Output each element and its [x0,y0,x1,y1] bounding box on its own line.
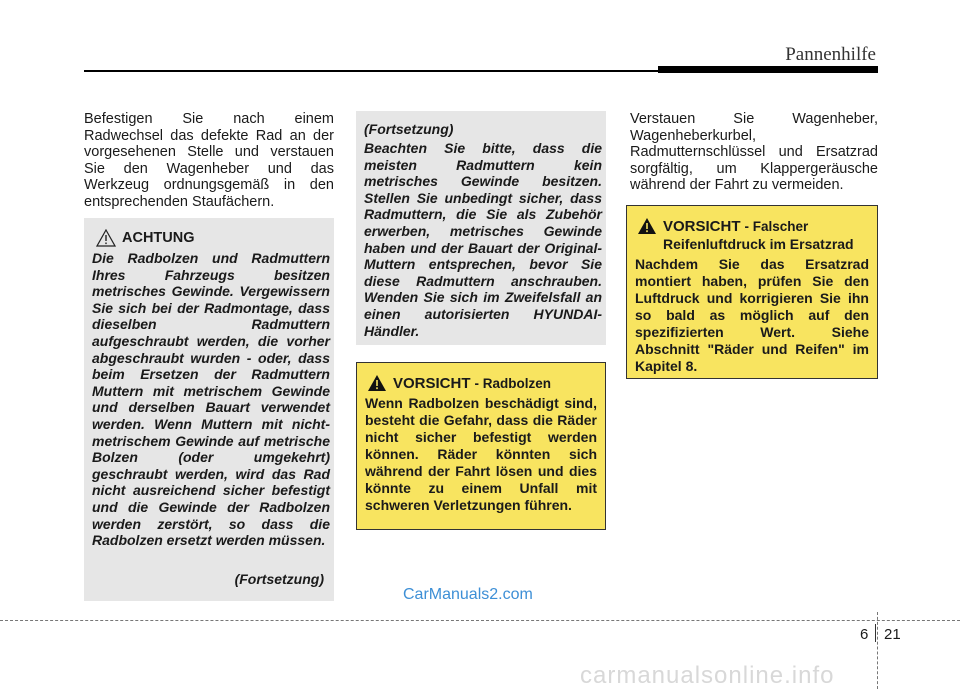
vorsicht-reifenluftdruck-subtopic: Reifenluftdruck im Ersatzrad [663,236,854,252]
header-rule-thin [84,70,658,72]
vorsicht-reifenluftdruck-topic: - Falscher [744,218,809,234]
footer-dashed-rule [0,620,960,621]
fortsetzung-body: Beachten Sie bitte, dass die meisten Radmuttern kein metrisches Gewinde besitzen. Stellen Sie unbedingt sicher, dass Radmuttern, die Sie als Zubehör erwerben, metrisches Gewinde haben und der Bauart der Original-Muttern entsprechen, bevor Sie diese Radmuttern anschrauben. Wenden Sie sich im Zweifelsfall an einen autorisierten HYUNDAI-Händler. [364,140,602,339]
fortsetzung-box [356,111,606,345]
warning-triangle-outline-icon [96,229,116,247]
vorsicht-radbolzen-body: Wenn Radbolzen beschädigt sind, besteht die Gefahr, dass die Räder nicht sicher befestigt werden können. Räder könnten sich während der Fahrt lösen und dies könnte zu einem Unfall mit schweren Verletzungen führen. [365,395,597,513]
footer-page-separator [877,612,878,689]
page-number: 21 [884,626,901,643]
achtung-heading-row [96,229,195,247]
vorsicht-reifenluftdruck-heading-row [637,217,808,235]
column3-paragraph: Verstauen Sie Wagenheber, Wagenheberkurbel, Radmutternschlüssel und Ersatzrad sorgfältig, um Klappergeräusche während der Fahrt zu vermeiden. [630,111,878,194]
footer-site-watermark: carmanualsonline.info [580,662,835,689]
watermark-link[interactable]: CarManuals2.com [403,586,533,603]
vorsicht-radbolzen-heading-row [367,374,551,392]
header-rule-thick [658,66,878,73]
chapter-number: 6 [860,626,869,643]
vorsicht-radbolzen-box [356,362,606,530]
fortsetzung-label: (Fortsetzung) [364,121,454,137]
chapter-divider [875,624,876,642]
vorsicht-reifenluftdruck-body: Nachdem Sie das Ersatzrad montiert haben, prüfen Sie den Luftdruck und korrigieren Sie ihn so bald as möglich auf den spezifizierten Wert. Siehe Abschnitt "Räder und Reifen" im Kapitel 8. [635,256,869,374]
warning-triangle-filled-icon [637,217,657,235]
vorsicht-radbolzen-heading: VORSICHT [393,374,471,392]
vorsicht-radbolzen-topic: - Radbolzen [474,375,552,391]
achtung-heading: ACHTUNG [122,230,195,246]
section-title: Pannenhilfe [785,44,876,65]
vorsicht-reifenluftdruck-heading: VORSICHT [663,217,741,235]
column1-paragraph: Befestigen Sie nach einem Radwechsel das defekte Rad an der vorgesehenen Stelle und verstauen Sie den Wagenheber und das Werkzeug ordnungsgemäß in den entsprechenden Staufächern. [84,111,334,210]
vorsicht-reifenluftdruck-box [626,205,878,379]
achtung-box [84,218,334,601]
achtung-body: Die Radbolzen und Radmuttern Ihres Fahrzeugs besitzen metrisches Gewinde. Vergewissern Sie sich bei der Radmontage, dass dieselben Radmuttern aufgeschraubt werden, die vorher abgeschraubt wurden - oder, dass beim Ersetzen der Radmuttern Muttern mit metrischem Gewinde und derselben Bauart verwendet werden. Wenn Muttern mit nicht-metrischem Gewinde auf metrische Bolzen (oder umgekehrt) geschraubt werden, wird das Rad nicht ausreichend sicher befestigt und die Gewinde der Radbolzen werden zerstört, so dass die Radbolzen ersetzt werden müssen. [92,250,330,549]
warning-triangle-filled-icon [367,374,387,392]
achtung-continued: (Fortsetzung) [234,571,324,587]
